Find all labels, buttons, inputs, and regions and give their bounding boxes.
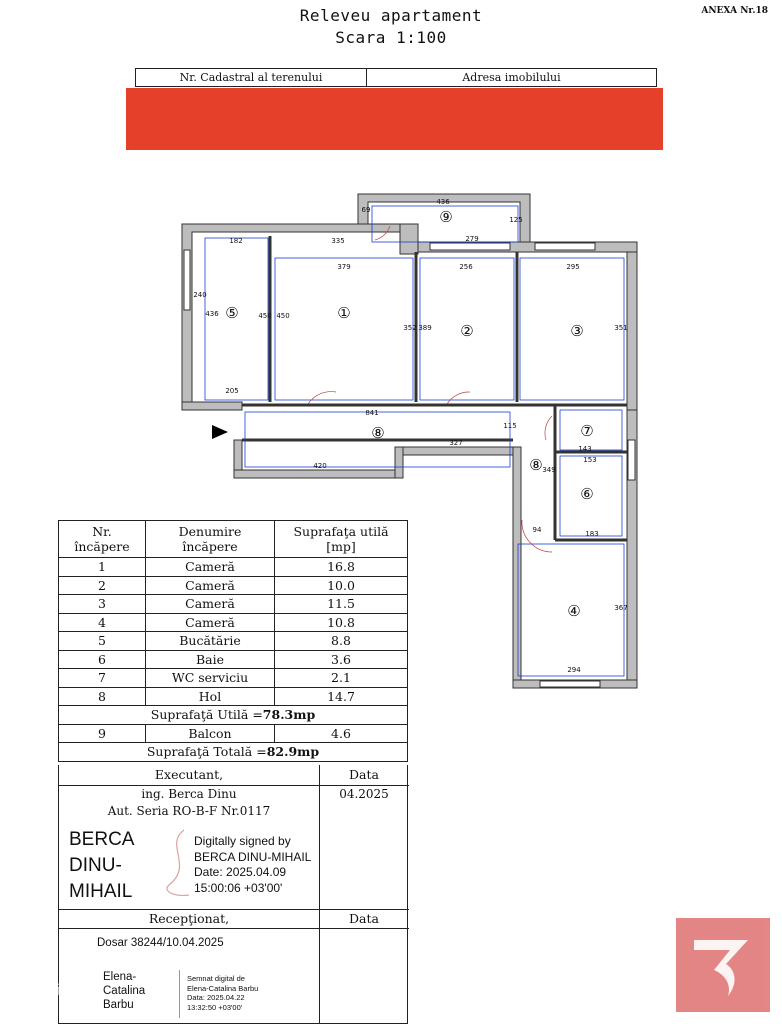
useful-area-label: Suprafaţă Utilă = <box>150 707 263 723</box>
room-7-label: ⑦ <box>580 422 594 440</box>
table-row <box>59 687 408 706</box>
signature-name-line: BERCA <box>69 829 135 850</box>
digital-signature-line: 15:00:06 +03'00' <box>194 880 283 895</box>
table-row <box>59 576 408 595</box>
room-name: Hol <box>146 687 275 706</box>
receiver-name-line: Catalina <box>103 985 146 997</box>
room-area: 11.5 <box>275 595 408 614</box>
dim-label: 379 <box>337 263 351 271</box>
room-2-label: ② <box>460 322 474 340</box>
room-nr: 4 <box>59 613 146 632</box>
address-column-header: Adresa imobilului <box>367 69 657 87</box>
room-name: WC serviciu <box>146 669 275 688</box>
header-room-nr: Nr. încăpere <box>59 521 146 558</box>
total-area-value: 82.9mp <box>266 744 320 760</box>
annex-label: ANEXA Nr.18 <box>701 6 768 16</box>
receiver-name-line: Barbu <box>103 999 134 1011</box>
dim-label: 349 <box>542 466 556 474</box>
document-title: Releveu apartament <box>299 6 483 25</box>
signature-name-line: MIHAIL <box>69 881 133 902</box>
room-name: Cameră <box>146 613 275 632</box>
dim-label: 125 <box>509 216 523 224</box>
room-name: Baie <box>146 650 275 669</box>
digital-signature-2-line: Data: 2025.04.22 <box>187 993 245 1002</box>
room-area: 2.1 <box>275 669 408 688</box>
digital-signature-text <box>194 834 311 896</box>
room-name: Cameră <box>146 595 275 614</box>
dim-label: 69 <box>361 206 371 214</box>
dim-label: 450 <box>258 312 272 320</box>
room-nr: 8 <box>59 687 146 706</box>
dim-label: 389 <box>418 324 432 332</box>
room-8-label: ⑧ <box>371 424 385 442</box>
room-name: Cameră <box>146 576 275 595</box>
dim-label: 183 <box>585 530 599 538</box>
dim-label: 352 <box>403 324 417 332</box>
room-area: 10.0 <box>275 576 408 595</box>
room-9-label: ⑨ <box>439 208 453 226</box>
dim-label: 153 <box>583 456 597 464</box>
table-row <box>59 558 408 577</box>
total-area-row <box>59 743 408 762</box>
signatures-block <box>58 765 408 1024</box>
room-3-label: ③ <box>570 322 584 340</box>
room-8b-label: ⑧ <box>529 456 543 474</box>
digital-signature-line: Digitally signed by <box>194 834 291 848</box>
rooms-table <box>58 520 408 762</box>
date-header: Data <box>349 767 379 782</box>
dim-label: 367 <box>614 604 628 612</box>
authorization-number: Aut. Seria RO-B-F Nr.0117 <box>107 804 271 818</box>
document-scale: Scara 1:100 <box>335 28 447 47</box>
receptionat-label: Recepţionat, <box>148 911 230 926</box>
table-row <box>59 724 408 743</box>
executant-label: Executant, <box>154 767 224 782</box>
room-6-label: ⑥ <box>580 485 594 503</box>
storia-logo-icon <box>676 918 770 1012</box>
room-nr: 2 <box>59 576 146 595</box>
dim-label: 94 <box>532 526 542 534</box>
table-row <box>59 595 408 614</box>
useful-area-cell <box>59 706 408 725</box>
useful-area-row <box>59 706 408 725</box>
room-nr: 7 <box>59 669 146 688</box>
dim-label: 294 <box>567 666 581 674</box>
digital-signature-2-line: 13:32:50 +03'00' <box>187 1002 243 1012</box>
dim-label: 205 <box>225 387 239 395</box>
table-row <box>59 632 408 651</box>
room-area: 3.6 <box>275 650 408 669</box>
receiver-name-line: Elena- <box>103 971 137 983</box>
room-area: 10.8 <box>275 613 408 632</box>
room-area: 8.8 <box>275 632 408 651</box>
dim-label: 143 <box>578 445 592 453</box>
room-nr: 9 <box>59 724 146 743</box>
date-header-2: Data <box>349 911 379 926</box>
room-nr: 6 <box>59 650 146 669</box>
dim-label: 279 <box>465 235 479 243</box>
room-name: Cameră <box>146 558 275 577</box>
room-nr: 5 <box>59 632 146 651</box>
digital-signature-2-text <box>187 974 258 1012</box>
digital-signature-line: Date: 2025.04.09 <box>194 865 287 879</box>
room-name: Balcon <box>146 724 275 743</box>
entrance-arrow-icon <box>212 425 228 439</box>
header-room-name: Denumire încăpere <box>146 521 275 558</box>
engineer-name: ing. Berca Dinu <box>141 787 237 801</box>
room-5-label: ⑤ <box>225 304 239 322</box>
dim-label: 327 <box>449 439 463 447</box>
digital-signature-line: BERCA DINU-MIHAIL <box>194 849 312 864</box>
total-area-label: Suprafaţă Totală = <box>146 744 267 760</box>
digital-signature-2-line: Semnat digital de <box>187 974 245 983</box>
header-room-area: Suprafaţa utilă [mp] <box>275 521 408 558</box>
room-area: 4.6 <box>275 724 408 743</box>
dim-label: 295 <box>566 263 580 271</box>
room-area: 16.8 <box>275 558 408 577</box>
table-header-row <box>59 521 408 558</box>
room-4-label: ④ <box>567 602 581 620</box>
room-1-label: ① <box>337 304 351 322</box>
signature-name-block <box>69 827 134 905</box>
dim-label: 841 <box>365 409 379 417</box>
signature-name-line: DINU- <box>69 855 122 876</box>
room-nr: 3 <box>59 595 146 614</box>
execution-date: 04.2025 <box>339 787 389 801</box>
dim-label: 436 <box>436 198 450 206</box>
table-row <box>59 613 408 632</box>
receiver-name-block <box>103 970 145 1012</box>
dim-label: 450 <box>276 312 290 320</box>
dim-label: 335 <box>331 237 345 245</box>
dim-label: 182 <box>229 237 243 245</box>
table-row <box>59 669 408 688</box>
digital-signature-2-line: Elena-Catalina Barbu <box>187 983 259 993</box>
room-area: 14.7 <box>275 687 408 706</box>
useful-area-value: 78.3mp <box>262 707 316 723</box>
cadastral-column-header: Nr. Cadastral al terenului <box>136 69 367 87</box>
room-nr: 1 <box>59 558 146 577</box>
storia-watermark-text: storia <box>30 982 70 999</box>
dim-label: 436 <box>205 310 219 318</box>
table-row <box>59 650 408 669</box>
room-name: Bucătărie <box>146 632 275 651</box>
dosar-number: Dosar 38244/10.04.2025 <box>97 937 224 949</box>
total-area-cell <box>59 743 408 762</box>
dim-label: 240 <box>193 291 207 299</box>
dim-label: 115 <box>503 422 517 430</box>
dim-label: 256 <box>459 263 473 271</box>
dim-label: 420 <box>313 462 327 470</box>
dim-label: 351 <box>614 324 628 332</box>
